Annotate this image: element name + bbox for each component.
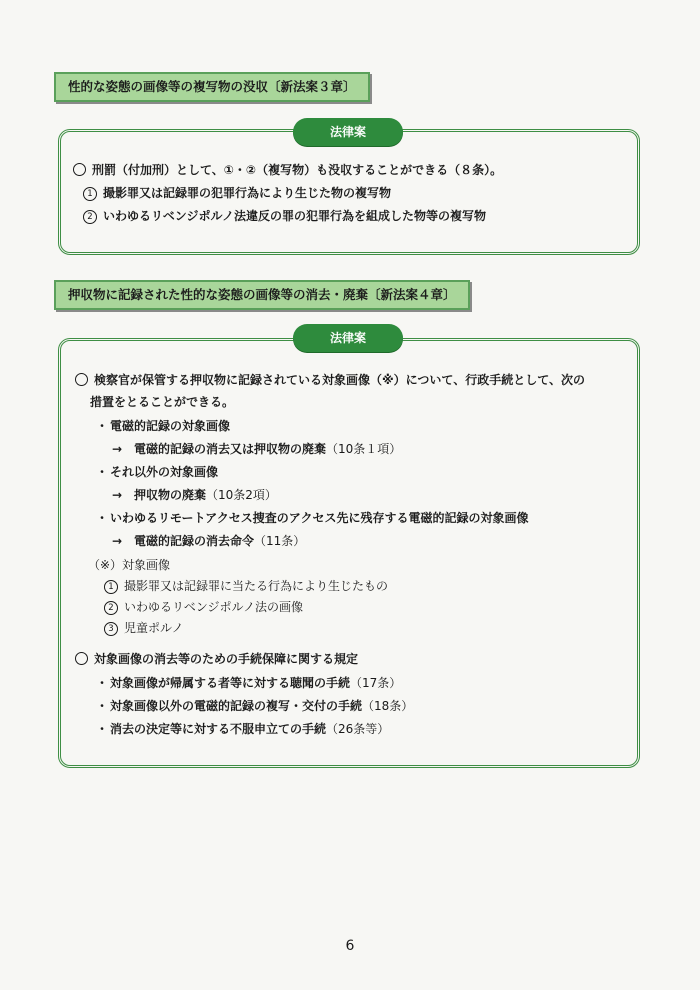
bullet-dot-icon: ・ bbox=[96, 511, 109, 525]
right-arrow-icon: → bbox=[112, 534, 123, 548]
section1-pill: 法律案 bbox=[293, 118, 403, 146]
number-2-icon: 2 bbox=[83, 210, 97, 224]
section2-pill: 法律案 bbox=[293, 324, 403, 352]
arrow-item-2: → 押収物の廃棄（10条2項） bbox=[112, 488, 277, 502]
right-arrow-icon: → bbox=[112, 488, 123, 502]
bullet-item-3: ・ いわゆるリモートアクセス捜査のアクセス先に残存する電磁的記録の対象画像 bbox=[96, 511, 529, 525]
section1-item-2: 2 いわゆるリベンジポルノ法違反の罪の犯罪行為を組成した物等の複写物 bbox=[83, 208, 486, 224]
section2-para1-line1: 検察官が保管する押収物に記録されている対象画像（※）について、行政手続として、次の bbox=[75, 372, 585, 388]
right-arrow-icon: → bbox=[112, 442, 123, 456]
number-3-icon: 3 bbox=[104, 622, 118, 636]
circle-marker-icon bbox=[73, 163, 86, 176]
number-1-icon: 1 bbox=[83, 187, 97, 201]
section2-para2: 対象画像の消去等のための手続保障に関する規定 bbox=[75, 651, 358, 667]
arrow-item-1: → 電磁的記録の消去又は押収物の廃棄（10条１項） bbox=[112, 442, 402, 456]
note-item-3: 3 児童ポルノ bbox=[104, 620, 184, 636]
note-title: （※）対象画像 bbox=[88, 558, 171, 572]
circle-marker-icon bbox=[75, 652, 88, 665]
bullet-dot-icon: ・ bbox=[96, 465, 109, 479]
bullet-dot-icon: ・ bbox=[96, 676, 109, 690]
procedure-item-3: ・ 消去の決定等に対する不服申立ての手続（26条等） bbox=[96, 722, 390, 736]
bullet-item-1: ・ 電磁的記録の対象画像 bbox=[96, 419, 231, 433]
section2-header: 押収物に記録された性的な姿態の画像等の消去・廃棄〔新法案４章〕 bbox=[54, 280, 470, 310]
number-1-icon: 1 bbox=[104, 580, 118, 594]
note-item-2: 2 いわゆるリベンジポルノ法の画像 bbox=[104, 599, 303, 615]
circle-marker-icon bbox=[75, 373, 88, 386]
section1-header: 性的な姿態の画像等の複写物の没収〔新法案３章〕 bbox=[54, 72, 370, 102]
procedure-item-2: ・ 対象画像以外の電磁的記録の複写・交付の手続（18条） bbox=[96, 699, 414, 713]
section1-main-text: 刑罰（付加刑）として、①・②（複写物）も没収することができる（８条）。 bbox=[73, 162, 502, 178]
bullet-dot-icon: ・ bbox=[96, 699, 109, 713]
note-item-1: 1 撮影罪又は記録罪に当たる行為により生じたもの bbox=[104, 578, 388, 594]
page-number: 6 bbox=[345, 938, 355, 954]
number-2-icon: 2 bbox=[104, 601, 118, 615]
bullet-dot-icon: ・ bbox=[96, 722, 109, 736]
bullet-item-2: ・ それ以外の対象画像 bbox=[96, 465, 219, 479]
bullet-dot-icon: ・ bbox=[96, 419, 109, 433]
section2-para1-line2: 措置をとることができる。 bbox=[90, 395, 235, 409]
procedure-item-1: ・ 対象画像が帰属する者等に対する聴聞の手続（17条） bbox=[96, 676, 402, 690]
section1-item-1: 1 撮影罪又は記録罪の犯罪行為により生じた物の複写物 bbox=[83, 185, 391, 201]
arrow-item-3: → 電磁的記録の消去命令（11条） bbox=[112, 534, 306, 548]
